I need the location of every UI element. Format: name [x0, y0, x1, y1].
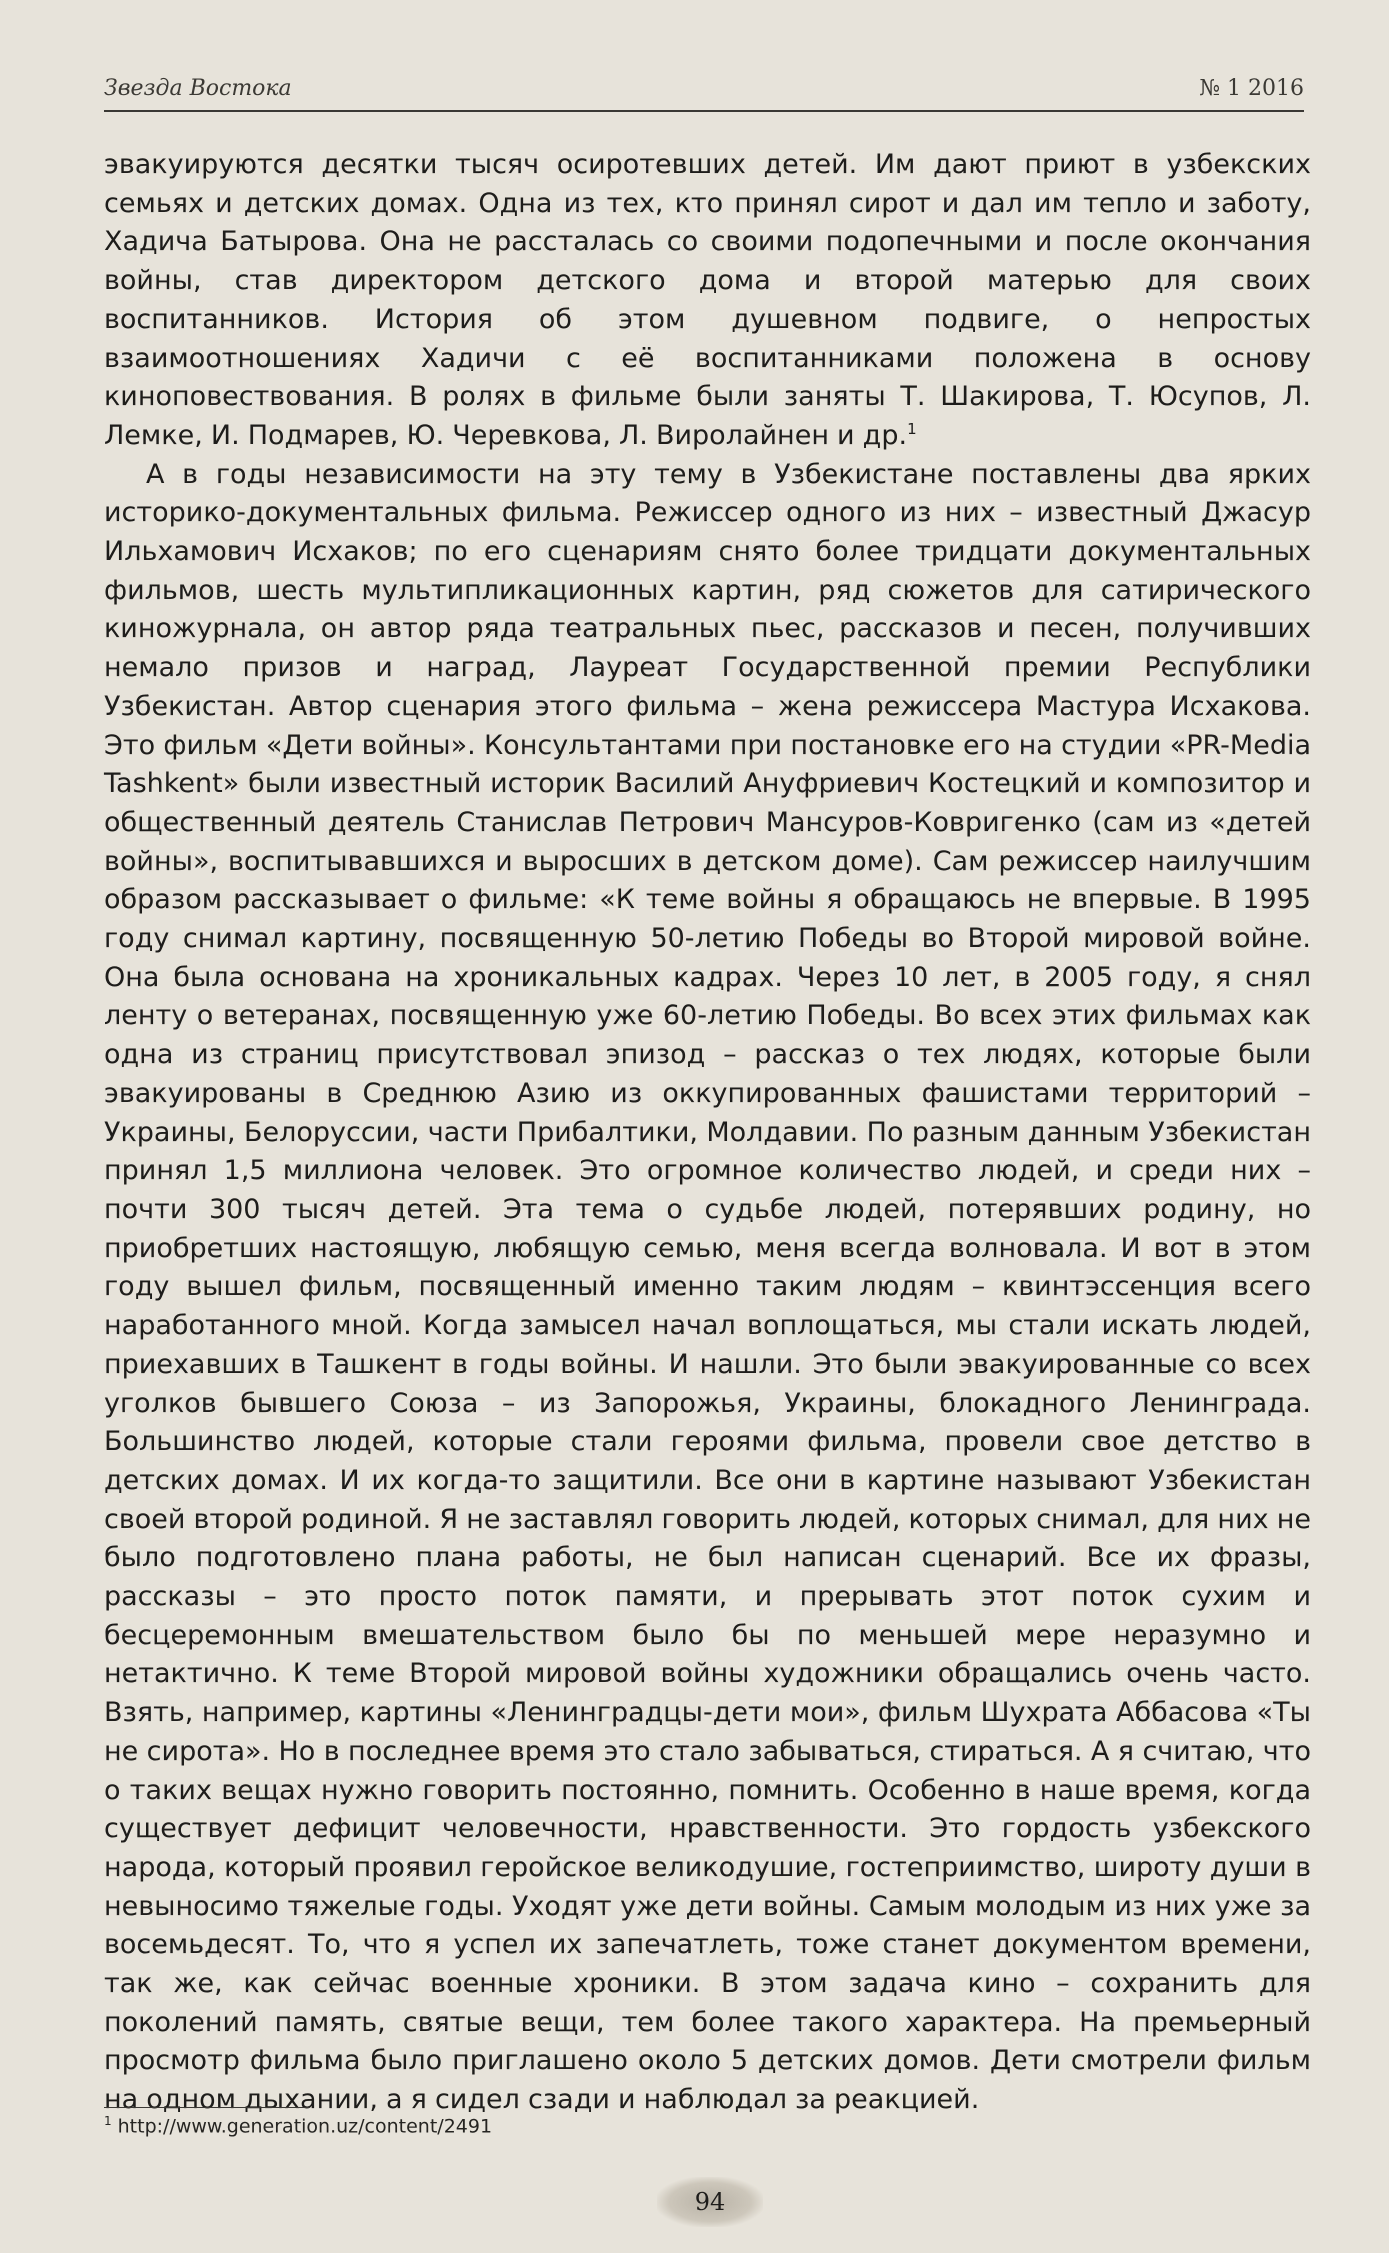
page-number: 94 — [694, 2188, 726, 2216]
page-number-badge — [657, 2177, 763, 2227]
footnote-link[interactable]: http://www.generation.uz/content/2491 — [117, 2115, 493, 2138]
issue-number: № 1 2016 — [1199, 76, 1304, 101]
paragraph-text: эвакуируются десятки тысяч осиротевших детей. Им дают приют в узбекских семьях и детских домах. Одна из тех, кто принял сирот и дал им тепло и заботу, Хадича Батырова. Она не рассталась со своими подопечными и после окончания войны, став директором детского дома и второй матерью для своих воспитанников. История об этом душевном подвиге, о непростых взаимоотношениях Хадичи с её воспитанниками положена в основу киноповествования. В ролях в фильме были заняты Т. Шакирова, Т. Юсупов, Л. Лемке, И. Подмарев, Ю. Черевкова, Л. Виролайнен и др. — [104, 149, 1311, 451]
footnote-divider — [104, 2107, 310, 2108]
footnote — [104, 2114, 492, 2137]
article-body — [104, 146, 1311, 2120]
running-header — [104, 74, 1304, 112]
journal-title: Звезда Востока — [104, 76, 292, 101]
paragraph: А в годы независимости на эту тему в Узбекистане поставлены два ярких историко-документальных фильма. Режиссер одного из них – известный Джасур Ильхамович Исхаков; по его сценариям снято более тридцати документальных фильмов, шесть мультипликационных картин, ряд сюжетов для сатирического киножурнала, он автор ряда театральных пьес, рассказов и песен, получивших немало призов и наград, Лауреат Государственной премии Республики Узбекистан. Автор сценария этого фильма – жена режиссера Мастура Исхакова. Это фильм «Дети войны». Консультантами при постановке его на студии «PR-Media Tashkent» были известный историк Василий Ануфриевич Костецкий и композитор и общественный деятель Станислав Петрович Мансуров-Ковригенко (сам из «детей войны», воспитывавшихся и выросших в детском доме). Сам режиссер наилучшим образом рассказывает о фильме: «К теме войны я обращаюсь не впервые. В 1995 году снимал картину, посвященную 50-летию Победы во Второй мировой войне. Она была основана на хроникальных кадрах. Через 10 лет, в 2005 году, я снял ленту о ветеранах, посвященную уже 60-летию Победы. Во всех этих фильмах как одна из страниц присутствовал эпизод – рассказ о тех людях, которые были эвакуированы в Среднюю Азию из оккупированных фашистами территорий – Украины, Белоруссии, части Прибалтики, Молдавии. По разным данным Узбекистан принял 1,5 миллиона человек. Это огромное количество людей, и среди них – почти 300 тысяч детей. Эта тема о судьбе людей, потерявших родину, но приобретших настоящую, любящую семью, меня всегда волновала. И вот в этом году вышел фильм, посвященный именно таким людям – квинтэссенция всего наработанного мной. Когда замысел начал воплощаться, мы стали искать людей, приехавших в Ташкент в годы войны. И нашли. Это были эвакуированные со всех уголков бывшего Союза – из Запорожья, Украины, блокадного Ленинграда. Большинство людей, которые стали героями фильма, провели свое детство в детских домах. И их когда-то защитили. Все они в картине называют Узбекистан своей второй родиной. Я не заставлял говорить людей, которых снимал, для них не было подготовлено плана работы, не был написан сценарий. Все их фразы, рассказы – это просто поток памяти, и прерывать этот поток сухим и бесцеремонным вмешательством было бы по меньшей мере неразумно и нетактично. К теме Второй мировой войны художники обращались очень часто. Взять, например, картины «Ленинградцы-дети мои», фильм Шухрата Аббасова «Ты не сирота». Но в последнее время это стало забываться, стираться. А я считаю, что о таких вещах нужно говорить постоянно, помнить. Особенно в наше время, когда существует дефицит человечности, нравственности. Это гордость узбекского народа, который проявил геройское великодушие, гостеприимство, широту души в невыносимо тяжелые годы. Уходят уже дети войны. Самым молодым из них уже за восемьдесят. То, что я успел их запечатлеть, тоже станет документом времени, так же, как сейчас военные хроники. В этом задача кино – сохранить для поколений память, святые вещи, тем более такого характера. На премьерный просмотр фильма было приглашено около 5 детских домов. Дети смотрели фильм на одном дыхании, а я сидел сзади и наблюдал за реакцией. — [104, 458, 1311, 2116]
footnote-reference[interactable]: 1 — [907, 419, 917, 438]
paragraph — [104, 146, 1311, 456]
footnote-marker: 1 — [104, 2114, 112, 2128]
